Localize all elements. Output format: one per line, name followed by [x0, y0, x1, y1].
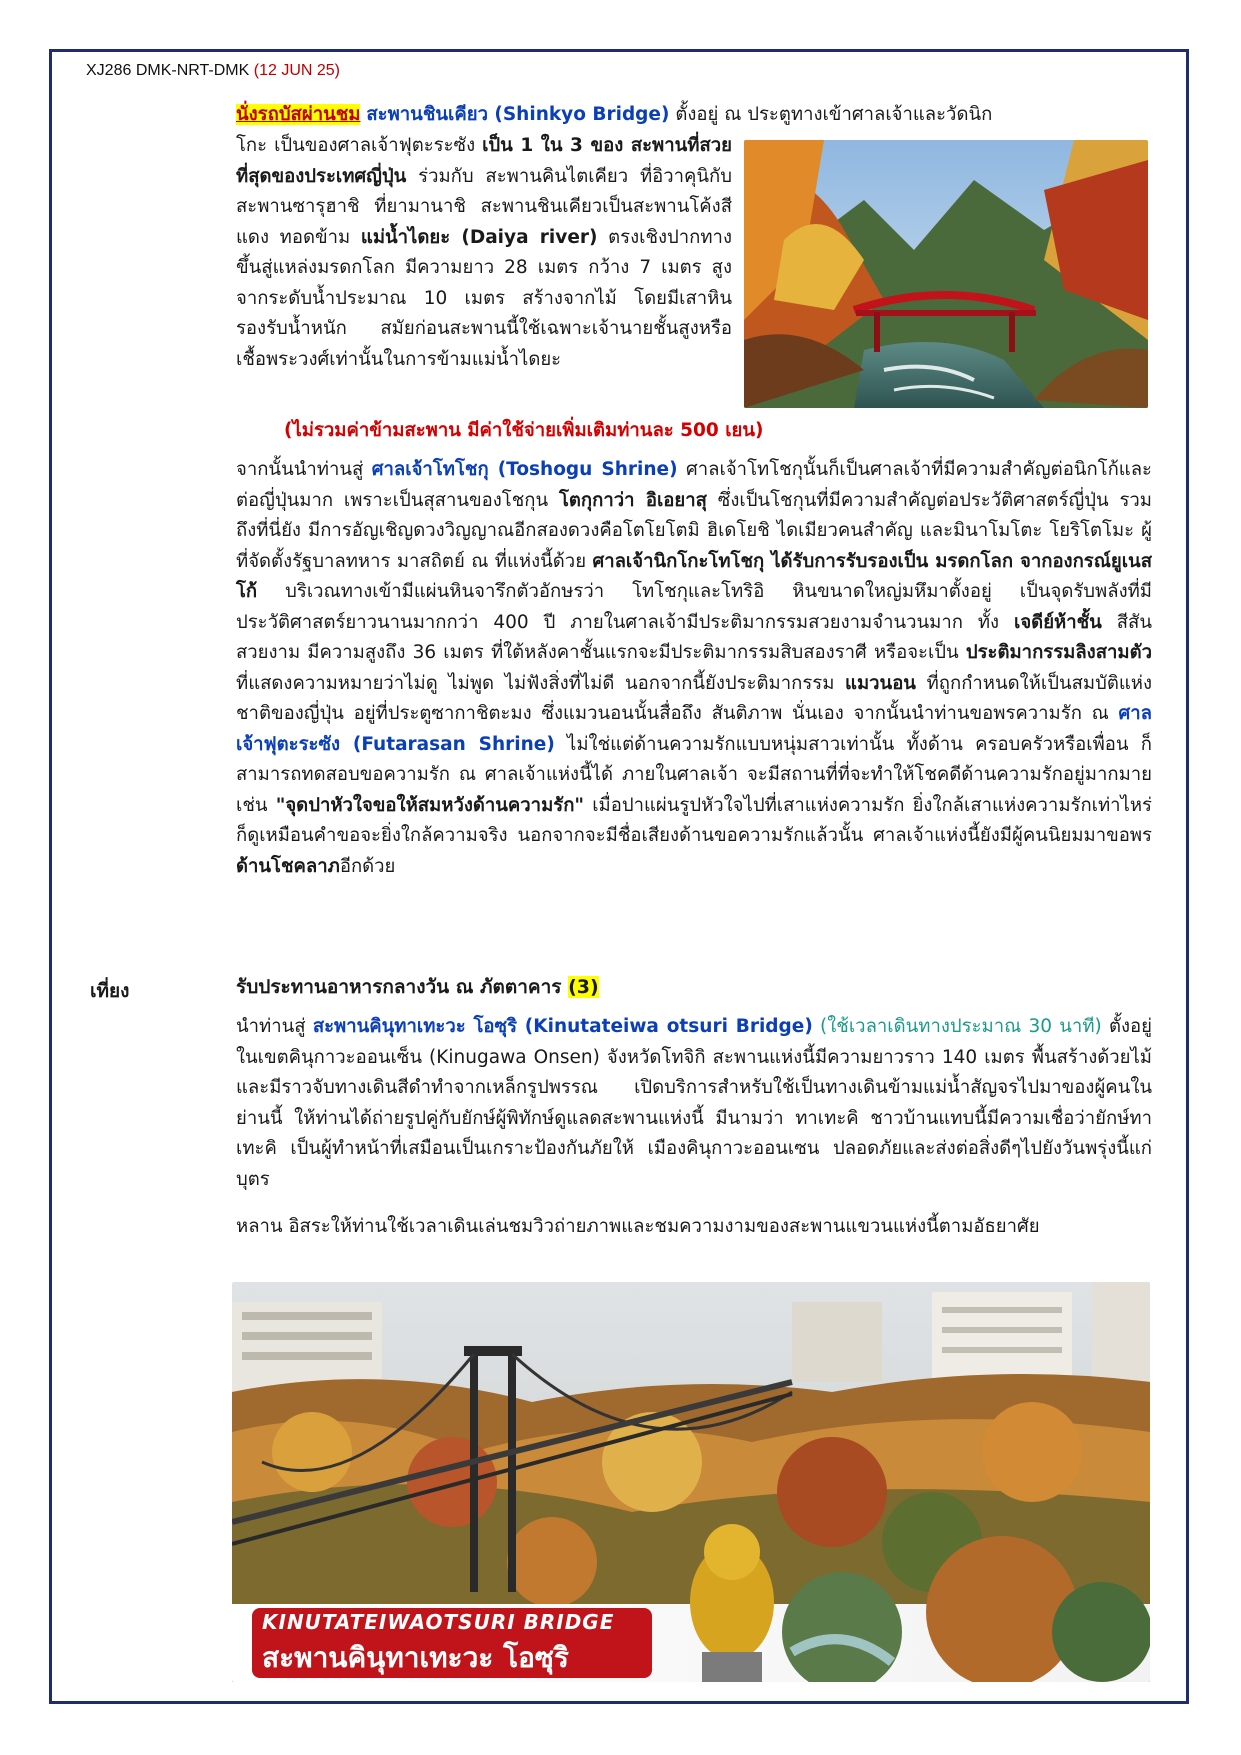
- lunch-line: รับประทานอาหารกลางวัน ณ ภัตตาคาร (3): [236, 976, 599, 998]
- futarasan-name: ศาลเจ้าฟุตะระซัง (Futarasan Shrine): [236, 703, 1152, 755]
- shinkyo-fee-line: [236, 416, 1166, 447]
- kinu-paragraph-2: หลาน อิสระให้ท่านใช้เวลาเดินเล่นชมวิวถ่ายภาพและชมความงามของสะพานแขวนแห่งนี้ตามอัธยาศัย: [236, 1216, 1040, 1237]
- flight-date: (12 JUN 25): [253, 62, 340, 79]
- flight-code: XJ286 DMK-NRT-DMK: [86, 62, 250, 79]
- kinu-bridge-name: สะพานคินุทาเทะวะ โอซุริ (Kinutateiwa otsuri Bridge): [312, 1016, 813, 1037]
- kinu-bridge-photo: [232, 1282, 1150, 1682]
- fee-note: (ไม่รวมค่าข้ามสะพาน มีค่าใช้จ่ายเพิ่มเติมท่านละ 500 เยน): [283, 420, 764, 441]
- shinkyo-bridge-name: สะพานชินเคียว (Shinkyo Bridge): [366, 104, 670, 125]
- shinkyo-first-line: นั่งรถบัสผ่านชม สะพานชินเคียว (Shinkyo Bridge) ตั้งอยู่ ณ ประตูทางเข้าศาลเจ้าและวัดนิก: [236, 104, 993, 125]
- meal-number: (3): [568, 976, 599, 998]
- toshogu-name: ศาลเจ้าโทโชกุ (Toshogu Shrine): [371, 459, 678, 480]
- shinkyo-paragraph: โกะ เป็นของศาลเจ้าฟุตะระซัง เป็น 1 ใน 3 ของ สะพานที่สวยที่สุดของประเทศญี่ปุ่น ร่วมกับ สะพานคินไตเคียว ที่อิวาคุนิกับสะพานซารุฮาชิ ที่ยามานาชิ สะพานชินเคียวเป็นสะพานโค้งสีแดง ทอดข้าม แม่น้ำไดยะ (Daiya river) ตรงเชิงปากทางขึ้นสู่แหล่งมรดกโลก มีความยาว 28 เมตร กว้าง 7 เมตร สูงจากระดับน้ำประมาณ 10 เมตร สร้างจากไม้ โดยมีเสาหินรองรับน้ำหนัก สมัยก่อนสะพานนี้ใช้เฉพาะเจ้านายชั้นสูงหรือเชื้อพระวงศ์เท่านั้นในการข้ามแม่น้ำไดยะ: [236, 135, 732, 370]
- banner-title-th: สะพานคินุทาเทะวะ โอซุริ: [262, 1641, 569, 1674]
- banner-title-en: KINUTATEIWAOTSURI BRIDGE: [262, 1610, 615, 1634]
- shinkyo-bridge-photo: [744, 140, 1148, 408]
- kinu-paragraph: นำท่านสู่ สะพานคินุทาเทะวะ โอซุริ (Kinutateiwa otsuri Bridge) (ใช้เวลาเดินทางประมาณ 30 นาที) ตั้งอยู่ในเขตคินุกาวะออนเซ็น (Kinugawa Onsen) จังหวัดโทจิกิ สะพานแห่งนี้มีความยาวราว 140 เมตร พื้นสร้างด้วยไม้และมีราวจับทางเดินสีดำทำจากเหล็กรูปพรรณ เปิดบริการสำหรับใช้เป็นทางเดินข้ามแม่น้ำสัญจรไปมาของผู้คนในย่านนี้ ให้ท่านได้ถ่ายรูปคู่กับยักษ์ผู้พิทักษ์ดูแลดสะพานแห่งนี้ มีนามว่า ทาเทะคิ ชาวบ้านแทบนี้มีความเชื่อว่ายักษ์ทาเทะคิ เป็นผู้ทำหน้าที่เสมือนเป็นเกราะป้องกันภัยให้ เมืองคินุกาวะออนเซน ปลอดภัยและส่งต่อสิ่งดีๆไปยังวันพรุ่งนี้แก่บุตร: [236, 1016, 1152, 1190]
- toshogu-paragraph: จากนั้นนำท่านสู่ ศาลเจ้าโทโชกุ (Toshogu Shrine) ศาลเจ้าโทโชกุนั้นก็เป็นศาลเจ้าที่มีความสำคัญต่อนิกโก้และต่อญี่ปุ่นมาก เพราะเป็นสุสานของโชกุน โตกุกาว่า อิเอยาสุ ซึ่งเป็นโชกุนที่มีความสำคัญต่อประวัติศาสตร์ญี่ปุ่น รวมถึงที่นี่ยัง มีการอัญเชิญดวงวิญญาณอีกสองดวงคือโตโยโตมิ ฮิเดโยชิ ไดเมียวคนสำคัญ และมินาโมโตะ โยริโตโมะ ผู้ที่จัดตั้งรัฐบาลทหาร มาสถิตย์ ณ ที่แห่งนี้ด้วย ศาลเจ้านิกโกะโทโชกุ ได้รับการรับรองเป็น มรดกโลก จากองกรณ์ยูเนสโก้ บริเวณทางเข้ามีแผ่นหินจารึกตัวอักษรว่า โทโชกุและโทริอิ หินขนาดใหญ่มหึมาตั้งอยู่ เป็นจุดรับพลังที่มีประวัติศาสตร์ยาวนานมากกว่า 400 ปี ภายในศาลเจ้ามีประติมากรรมสวยงามจำนวนมาก ทั้ง เจดีย์ห้าชั้น สีสันสวยงาม มีความสูงถึง 36 เมตร ที่ใต้หลังคาชั้นแรกจะมีประติมากรรมสิบสองราศี หรือจะเป็น ประติมากรรมลิงสามตัว ที่แสดงความหมายว่าไม่ดู ไม่พูด ไม่ฟังสิ่งที่ไม่ดี นอกจากนี้ยังประติมากรรม แมวนอน ที่ถูกกำหนดให้เป็นสมบัติแห่งชาติของญี่ปุ่น อยู่ที่ประตูซากาชิตะมง ซึ่งแมวนอนนั้นสื่อถึง สันติภาพ นั่นเอง จากนั้นนำท่านขอพรความรัก ณ ศาลเจ้าฟุตะระซัง (Futarasan Shrine) ไม่ใช่แต่ด้านความรักแบบหนุ่มสาวเท่านั้น ทั้งด้าน ครอบครัวหรือเพื่อน ก็สามารถทดสอบขอความรัก ณ ศาลเจ้าแห่งนี้ได้ ภายในศาลเจ้า จะมีสถานที่ที่จะทำให้โชคดีด้านความรักอยู่มากมาย เช่น "จุดปาหัวใจขอให้สมหวังด้านความรัก" เมื่อปาแผ่นรูปหัวใจไปที่เสาแห่งความรัก ยิ่งใกล้เสาแห่งความรักเท่าไหร่ ก็ดูเหมือนคำขอจะยิ่งใกล้ความจริง นอกจากจะมีชื่อเสียงด้านขอความรักแล้วนั้น ศาลเจ้าแห่งนี้ยังมีผู้คนนิยมมาขอพรด้านโชคลาภอีกด้วย: [236, 459, 1152, 877]
- lunch-label: เที่ยง: [90, 980, 130, 1002]
- travel-time-note: (ใช้เวลาเดินทางประมาณ 30 นาที): [812, 1016, 1102, 1037]
- bus-highlight: นั่งรถบัสผ่านชม: [236, 104, 361, 125]
- flight-header: [86, 62, 340, 80]
